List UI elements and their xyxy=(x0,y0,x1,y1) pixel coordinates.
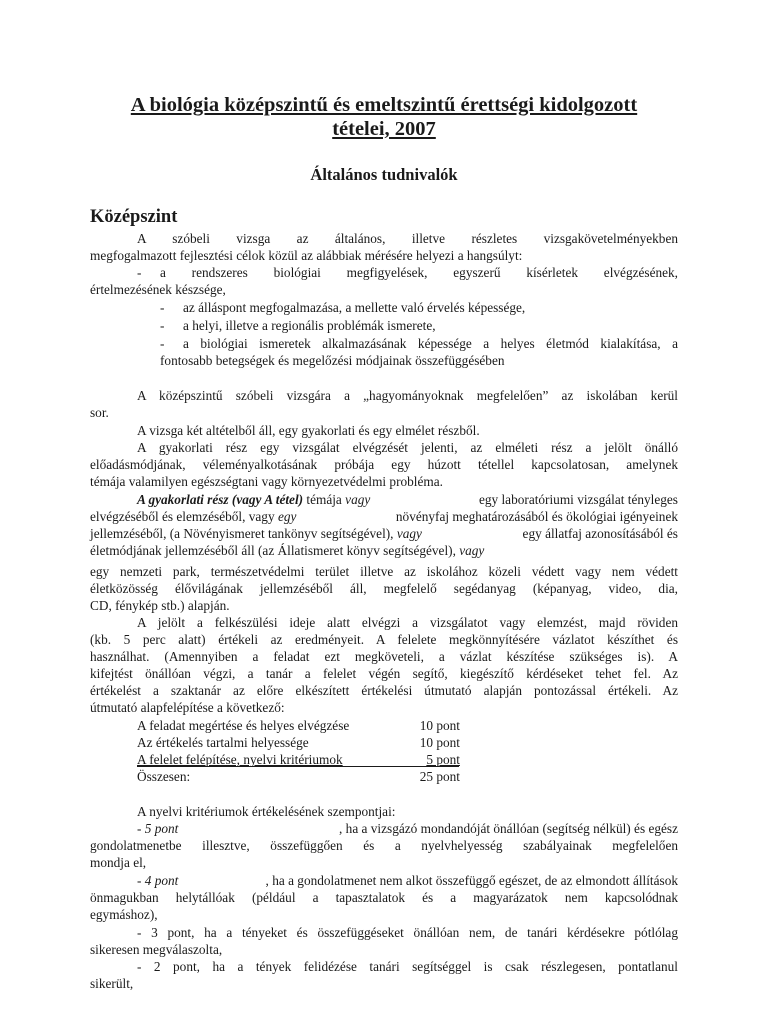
paragraph-5-line-5: értékelést a szaktanár az előre elkészített értékelési útmutató alapján pontozással értékeli. Az xyxy=(90,683,678,698)
bullet-dash: - xyxy=(160,300,165,315)
paragraph-3-line-1: A gyakorlati rész egy vizsgálat elvégzését jelenti, az elméleti rész a jelölt önálló xyxy=(137,440,678,455)
emphasis-vagy: vagy xyxy=(345,492,371,507)
bullet-dash: - xyxy=(160,336,165,351)
scoring-row-label: A feladat megértése és helyes elvégzése xyxy=(137,718,350,733)
emphasis-vagy: vagy xyxy=(459,543,485,558)
scoring-row-points: 10 pont xyxy=(419,718,460,733)
criteria-5-line-2: gondolatmenetbe illesztve, összefüggően és a nyelvhelyesség szabályainak megfelelően xyxy=(90,838,678,853)
scoring-row-label: Az értékelés tartalmi helyessége xyxy=(137,735,309,750)
bullet-2: az álláspont megfogalmazása, a mellette való érvelés képessége, xyxy=(183,300,526,315)
emphasis-vagy: vagy xyxy=(396,526,422,541)
scoring-row-label: A felelet felépítése, nyelvi kritériumok xyxy=(137,752,343,767)
paragraph-5-line-4: kifejtést önállóan végzi, a tanár a felelet végén segítő, kiegészítő kérdéseket tehet fel. Az xyxy=(90,666,678,681)
bullet-dash: - xyxy=(160,318,165,333)
scoring-row-points: 10 pont xyxy=(419,735,460,750)
paragraph-4-line-4: életmódjának jellemzéséből áll (az Állatismeret könyv segítségével), vagy xyxy=(90,543,485,558)
bullet-4-line-1: a biológiai ismeretek alkalmazásának képessége a helyes életmód kialakítása, a xyxy=(183,336,678,351)
paragraph-4-line-6: életközösség élővilágának jellemzéséből áll, megfelelő segédanyag (képanyag, video, dia, xyxy=(90,581,678,596)
criteria-points-4: 4 pont xyxy=(144,873,179,888)
title-line-2: tételei, 2007 xyxy=(332,118,436,140)
scoring-row-points: 5 pont xyxy=(426,752,460,767)
paragraph-4-line-2: elvégzéséből és elemzéséből, vagy egy növényfaj meghatározásából és ökológiai igényeinek xyxy=(90,509,678,524)
section-heading: Középszint xyxy=(90,207,178,227)
paragraph-4-line-3: jellemzéséből, (a Növényismeret tankönyv segítségével), vagy egy állatfaj azonosításából és xyxy=(90,526,678,541)
criteria-heading: A nyelvi kritériumok értékelésének szempontjai: xyxy=(137,804,396,819)
criteria-4-line-3: egymáshoz), xyxy=(90,907,158,922)
criteria-2-line-1: - 2 pont, ha a tények felidézése tanári segítséggel is csak részlegesen, pontatlanul xyxy=(137,959,678,974)
paragraph-5-line-3: használhat. (Amennyiben a feladat ezt megköveteli, a vázlat készítése szükséges is). A xyxy=(90,649,678,664)
criteria-points-5: 5 pont xyxy=(144,821,179,836)
document-subtitle: Általános tudnivalók xyxy=(310,165,458,184)
title-line-1: A biológia középszintű és emeltszintű érettségi kidolgozott xyxy=(130,94,638,116)
criteria-2-line-2: sikerült, xyxy=(90,976,134,991)
paragraph-5-line-1: A jelölt a felkészülési ideje alatt elvégzi a vizsgálatot vagy elemzést, majd röviden xyxy=(137,615,678,630)
paragraph-5-line-2: (kb. 5 perc alatt) értékeli az eredményeit. A felelete megkönnyítésére vázlatot készíthet és xyxy=(90,632,678,647)
criteria-3-line-2: sikeresen megválaszolta, xyxy=(90,942,223,957)
paragraph-4-line-1: A gyakorlati rész (vagy A tétel) témája vagy egy laboratóriumi vizsgálat tényleges xyxy=(137,492,678,507)
emphasis-bold: A gyakorlati rész (vagy A tétel) xyxy=(137,492,304,507)
paragraph-5-line-6: útmutató alapfelépítése a következő: xyxy=(90,700,285,715)
criteria-3-line-1: - 3 pont, ha a tényeket és összefüggéseket önállóan nem, de tanári kérdésekre pótlólag xyxy=(137,925,678,940)
bullet-3: a helyi, illetve a regionális problémák ismerete, xyxy=(183,318,436,333)
document-title xyxy=(70,93,698,141)
paragraph-3-line-3: témája valamilyen egészségtani vagy környezetvédelmi probléma. xyxy=(90,474,443,489)
bullet-dash: - xyxy=(137,265,142,280)
scoring-total-points: 25 pont xyxy=(419,769,460,784)
intro-line-2: megfogalmazott fejlesztési célok közül az alábbiak mérésére helyezi a hangsúlyt: xyxy=(90,248,523,263)
scoring-sum-rule xyxy=(137,766,459,767)
bullet-4-line-2: fontosabb betegségek és megelőzési módjainak összefüggésében xyxy=(160,353,505,368)
paragraph-1-line-1: A középszintű szóbeli vizsgára a „hagyományoknak megfelelően” az iskolában kerül xyxy=(137,388,678,403)
criteria-5-line-3: mondja el, xyxy=(90,855,147,870)
paragraph-2: A vizsga két altételből áll, egy gyakorlati és egy elmélet részből. xyxy=(137,423,480,438)
criteria-5-line-1: - 5 pont , ha a vizsgázó mondandóját önállóan (segítség nélkül) és egész xyxy=(137,821,678,836)
paragraph-4-line-7: CD, fénykép stb.) alapján. xyxy=(90,598,230,613)
emphasis-egy: egy xyxy=(277,509,297,524)
paragraph-4-line-5: egy nemzeti park, természetvédelmi terület illetve az iskolához közeli védett vagy nem védett xyxy=(90,564,678,579)
paragraph-3-line-2: előadásmódjának, véleményalkotásának próbája egy húzott tétellel kapcsolatosan, amelynek xyxy=(90,457,678,472)
bullet-1-line-1: a rendszeres biológiai megfigyelések, egyszerű kísérletek elvégzésének, xyxy=(160,265,678,280)
criteria-4-line-2: önmagukban helytállóak (például a tapasztalatok és a magyarázatok nem kapcsolódnak xyxy=(90,890,678,905)
bullet-1-line-2: értelmezésének készsége, xyxy=(90,282,226,297)
paragraph-1-line-2: sor. xyxy=(90,405,109,420)
scoring-total-label: Összesen: xyxy=(137,769,191,784)
criteria-4-line-1: - 4 pont , ha a gondolatmenet nem alkot összefüggő egészet, de az elmondott állítások xyxy=(137,873,678,888)
intro-line-1: A szóbeli vizsga az általános, illetve részletes vizsgakövetelményekben xyxy=(137,231,678,246)
